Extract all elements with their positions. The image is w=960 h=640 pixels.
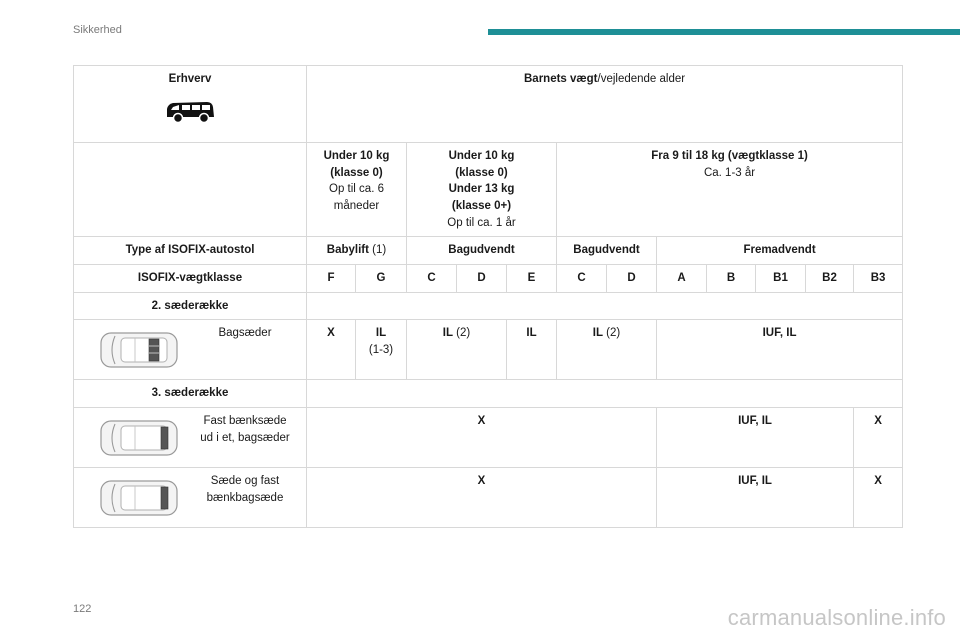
weight-3-line-2: Ca. 1-3 år — [703, 166, 756, 179]
class-cell: C — [557, 265, 607, 293]
row2-cell-F: X — [307, 320, 356, 380]
weight-2-line-3: Under 13 kg — [448, 183, 515, 196]
row3-seat-1-cell-x1: X — [307, 408, 657, 468]
row3-seat-1-line-1: Fast bænksæde — [203, 415, 287, 428]
weight-class-row — [74, 265, 903, 293]
weight-1-line-4: måneder — [333, 200, 380, 213]
row2-header-empty — [307, 292, 903, 320]
row3-seat-2-cell-x2: X — [854, 468, 903, 528]
weight-header-bold: Barnets vægt — [524, 73, 598, 85]
class-cell: B — [707, 265, 756, 293]
weight-row — [74, 143, 903, 237]
row3-seat-cell-2 — [74, 468, 307, 528]
weight-class-label: ISOFIX-vægtklasse — [74, 265, 307, 293]
row2-cell-CD-bold: IL — [442, 327, 453, 340]
weight-2-line-1: Under 10 kg — [448, 150, 515, 162]
erhverv-label: Erhverv — [168, 73, 212, 85]
row2-seat-label: Bagsæder — [218, 327, 272, 340]
class-cell: E — [507, 265, 557, 293]
row2-cell-CD-rest: (2) — [452, 327, 471, 340]
weight-cell-1 — [307, 143, 407, 237]
bagudvendt-cell-2: Bagudvendt — [557, 237, 657, 265]
weight-header-rest: /vejledende alder — [597, 73, 686, 85]
class-cell: D — [457, 265, 507, 293]
class-cell: B3 — [854, 265, 903, 293]
weight-1-line-2: (klasse 0) — [330, 166, 383, 179]
row2-header — [74, 292, 903, 320]
weight-cell-3 — [557, 143, 903, 237]
class-cell: G — [356, 265, 407, 293]
row2-cell-G — [356, 320, 407, 380]
row2-cell-CD2-bold: IL — [592, 327, 603, 340]
row3-header — [74, 380, 903, 408]
row3-seat-row-1 — [74, 408, 903, 468]
babylift-rest: (1) — [368, 244, 387, 257]
babylift-cell — [307, 237, 407, 265]
row2-seat-cell — [74, 320, 307, 380]
row2-cell-CD — [407, 320, 507, 380]
row2-cell-G-rest: (1-3) — [368, 344, 394, 357]
section-title: Sikkerhed — [73, 24, 122, 36]
weight-cell-2 — [407, 143, 557, 237]
van-icon — [163, 98, 217, 124]
isofix-table — [73, 65, 903, 528]
class-cell: F — [307, 265, 356, 293]
row3-seat-row-2 — [74, 468, 903, 528]
row2-cell-forward: IUF, IL — [657, 320, 903, 380]
babylift-bold: Babylift — [326, 244, 369, 257]
row2-cell-E: IL — [507, 320, 557, 380]
row2-cell-G-bold: IL — [375, 327, 387, 340]
class-cell: D — [607, 265, 657, 293]
weight-1-line-3: Op til ca. 6 — [329, 183, 384, 196]
row3-seat-cell-1 — [74, 408, 307, 468]
row3-header-empty — [307, 380, 903, 408]
class-cell: B2 — [806, 265, 854, 293]
seat-type-row — [74, 237, 903, 265]
weight-header-cell — [307, 66, 903, 143]
erhverv-cell — [74, 66, 307, 143]
weight-1-line-1: Under 10 kg — [323, 150, 390, 162]
row2-cell-CD2 — [557, 320, 657, 380]
header-accent-bar — [488, 29, 960, 35]
class-cell: B1 — [756, 265, 806, 293]
row3-seat-2-line-1: Sæde og fast — [210, 475, 280, 488]
row3-seat-2-cell-x1: X — [307, 468, 657, 528]
fremadvendt-cell: Fremadvendt — [657, 237, 903, 265]
row3-seat-1-line-2: ud i et, bagsæder — [200, 431, 290, 444]
watermark: carmanualsonline.info — [727, 605, 946, 630]
row3-seat-2-line-2: bænkbagsæde — [206, 491, 284, 504]
row3-seat-1-cell-mid: IUF, IL — [657, 408, 854, 468]
row3-seat-2-cell-mid: IUF, IL — [657, 468, 854, 528]
row3-label: 3. sæderække — [74, 380, 307, 408]
bagudvendt-cell-1: Bagudvendt — [407, 237, 557, 265]
car-row3-bench-icon — [99, 418, 181, 458]
weight-2-line-2: (klasse 0) — [455, 166, 508, 179]
row3-seat-1-cell-x2: X — [854, 408, 903, 468]
car-row3-seat-icon — [99, 478, 181, 518]
page-number: 122 — [73, 603, 92, 615]
seat-type-label: Type af ISOFIX-autostol — [74, 237, 307, 265]
class-cell: A — [657, 265, 707, 293]
row2-bagsaeder-row — [74, 320, 903, 380]
class-cell: C — [407, 265, 457, 293]
weight-2-line-4: (klasse 0+) — [451, 200, 512, 213]
car-row2-seat-icon — [99, 330, 181, 370]
row2-cell-CD2-rest: (2) — [602, 327, 621, 340]
table-header-row — [74, 66, 903, 143]
weight-2-line-5: Op til ca. 1 år — [447, 216, 516, 229]
weight-3-line-1: Fra 9 til 18 kg (vægtklasse 1) — [651, 150, 808, 162]
row2-label: 2. sæderække — [74, 292, 307, 320]
weight-row-empty — [74, 143, 307, 237]
